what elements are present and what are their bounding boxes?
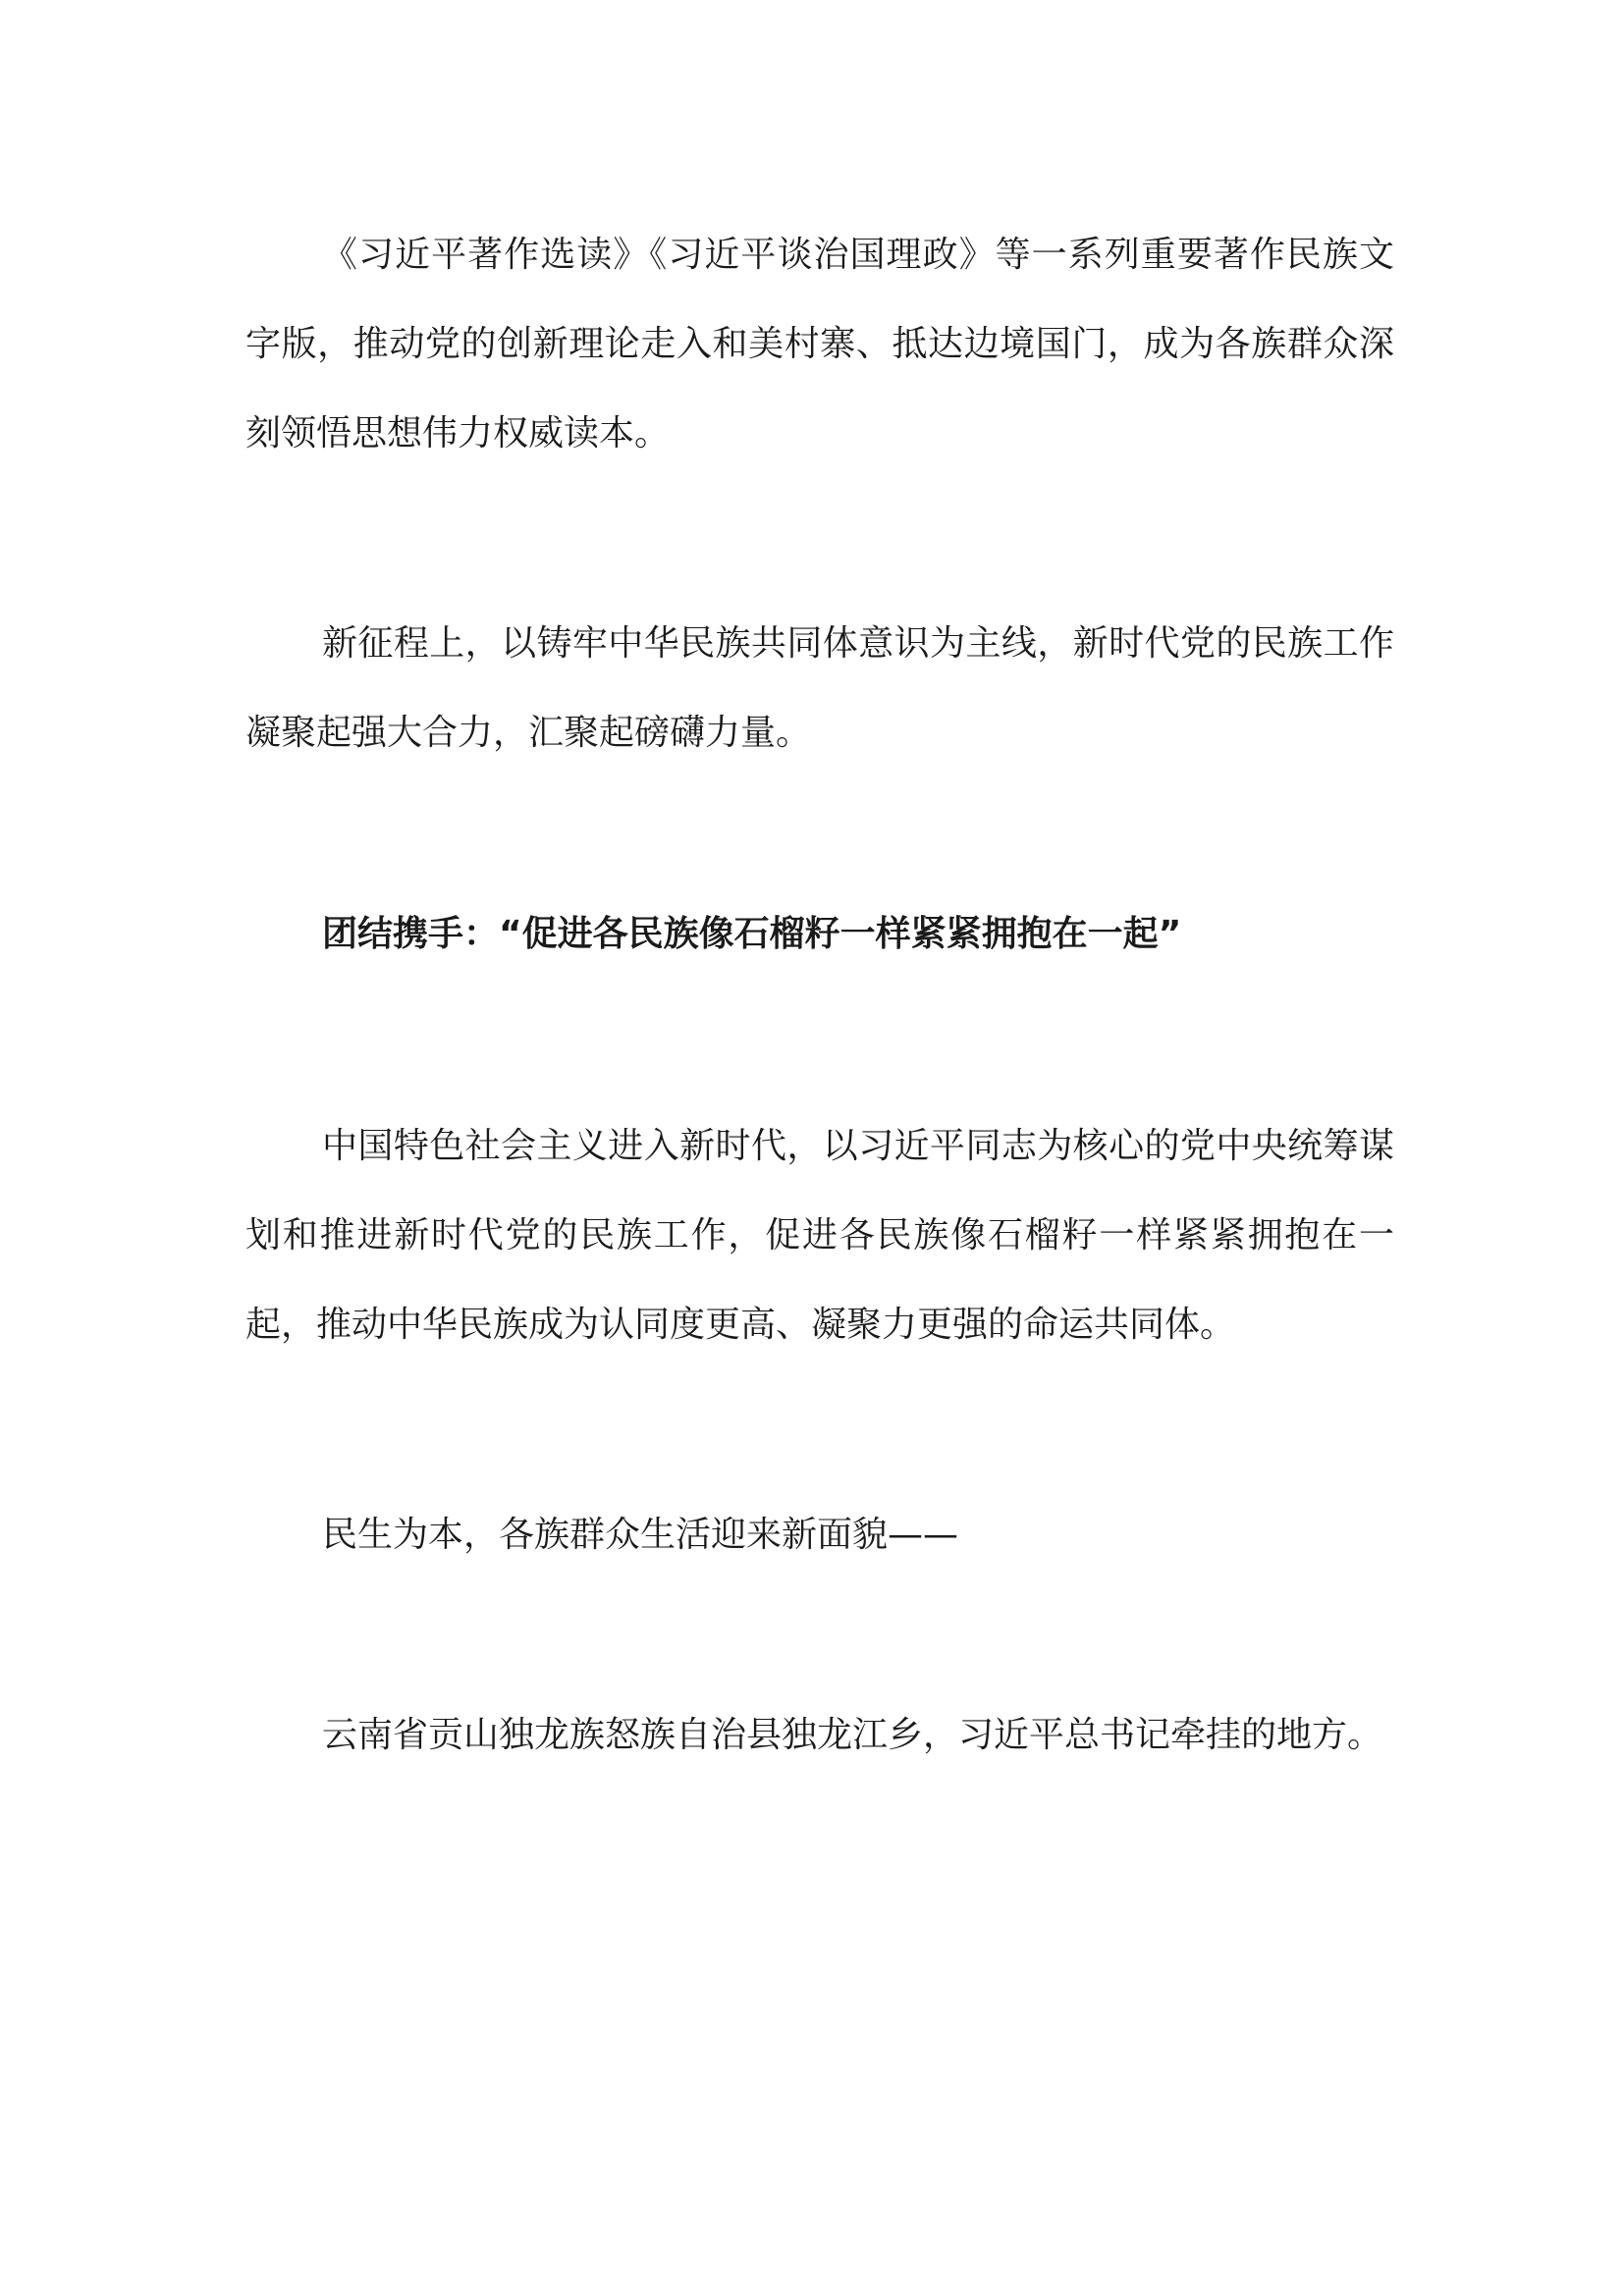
paragraph-new-journey: 新征程上，以铸牢中华民族共同体意识为主线，新时代党的民族工作凝聚起强大合力，汇聚起磅礴力量。	[245, 623, 1394, 753]
paragraph-dulongjiang: 云南省贡山独龙族怒族自治县独龙江乡，习近平总书记牵挂的地方。	[322, 1715, 1383, 1755]
paragraph-new-era: 中国特色社会主义进入新时代，以习近平同志为核心的党中央统筹谋划和推进新时代党的民族工作，促进各民族像石榴籽一样紧紧拥抱在一起，推动中华民族成为认同度更高、凝聚力更强的命运共同体。	[245, 1126, 1394, 1345]
paragraph-livelihood: 民生为本，各族群众生活迎来新面貌——	[322, 1515, 959, 1555]
section-heading-unity: 团结携手：“促进各民族像石榴籽一样紧紧拥抱在一起”	[322, 914, 1182, 954]
paragraph-works-translation: 《习近平著作选读》《习近平谈治国理政》等一系列重要著作民族文字版，推动党的创新理论走入和美村寨、抵达边境国门，成为各族群众深刻领悟思想伟力权威读本。	[245, 235, 1394, 454]
